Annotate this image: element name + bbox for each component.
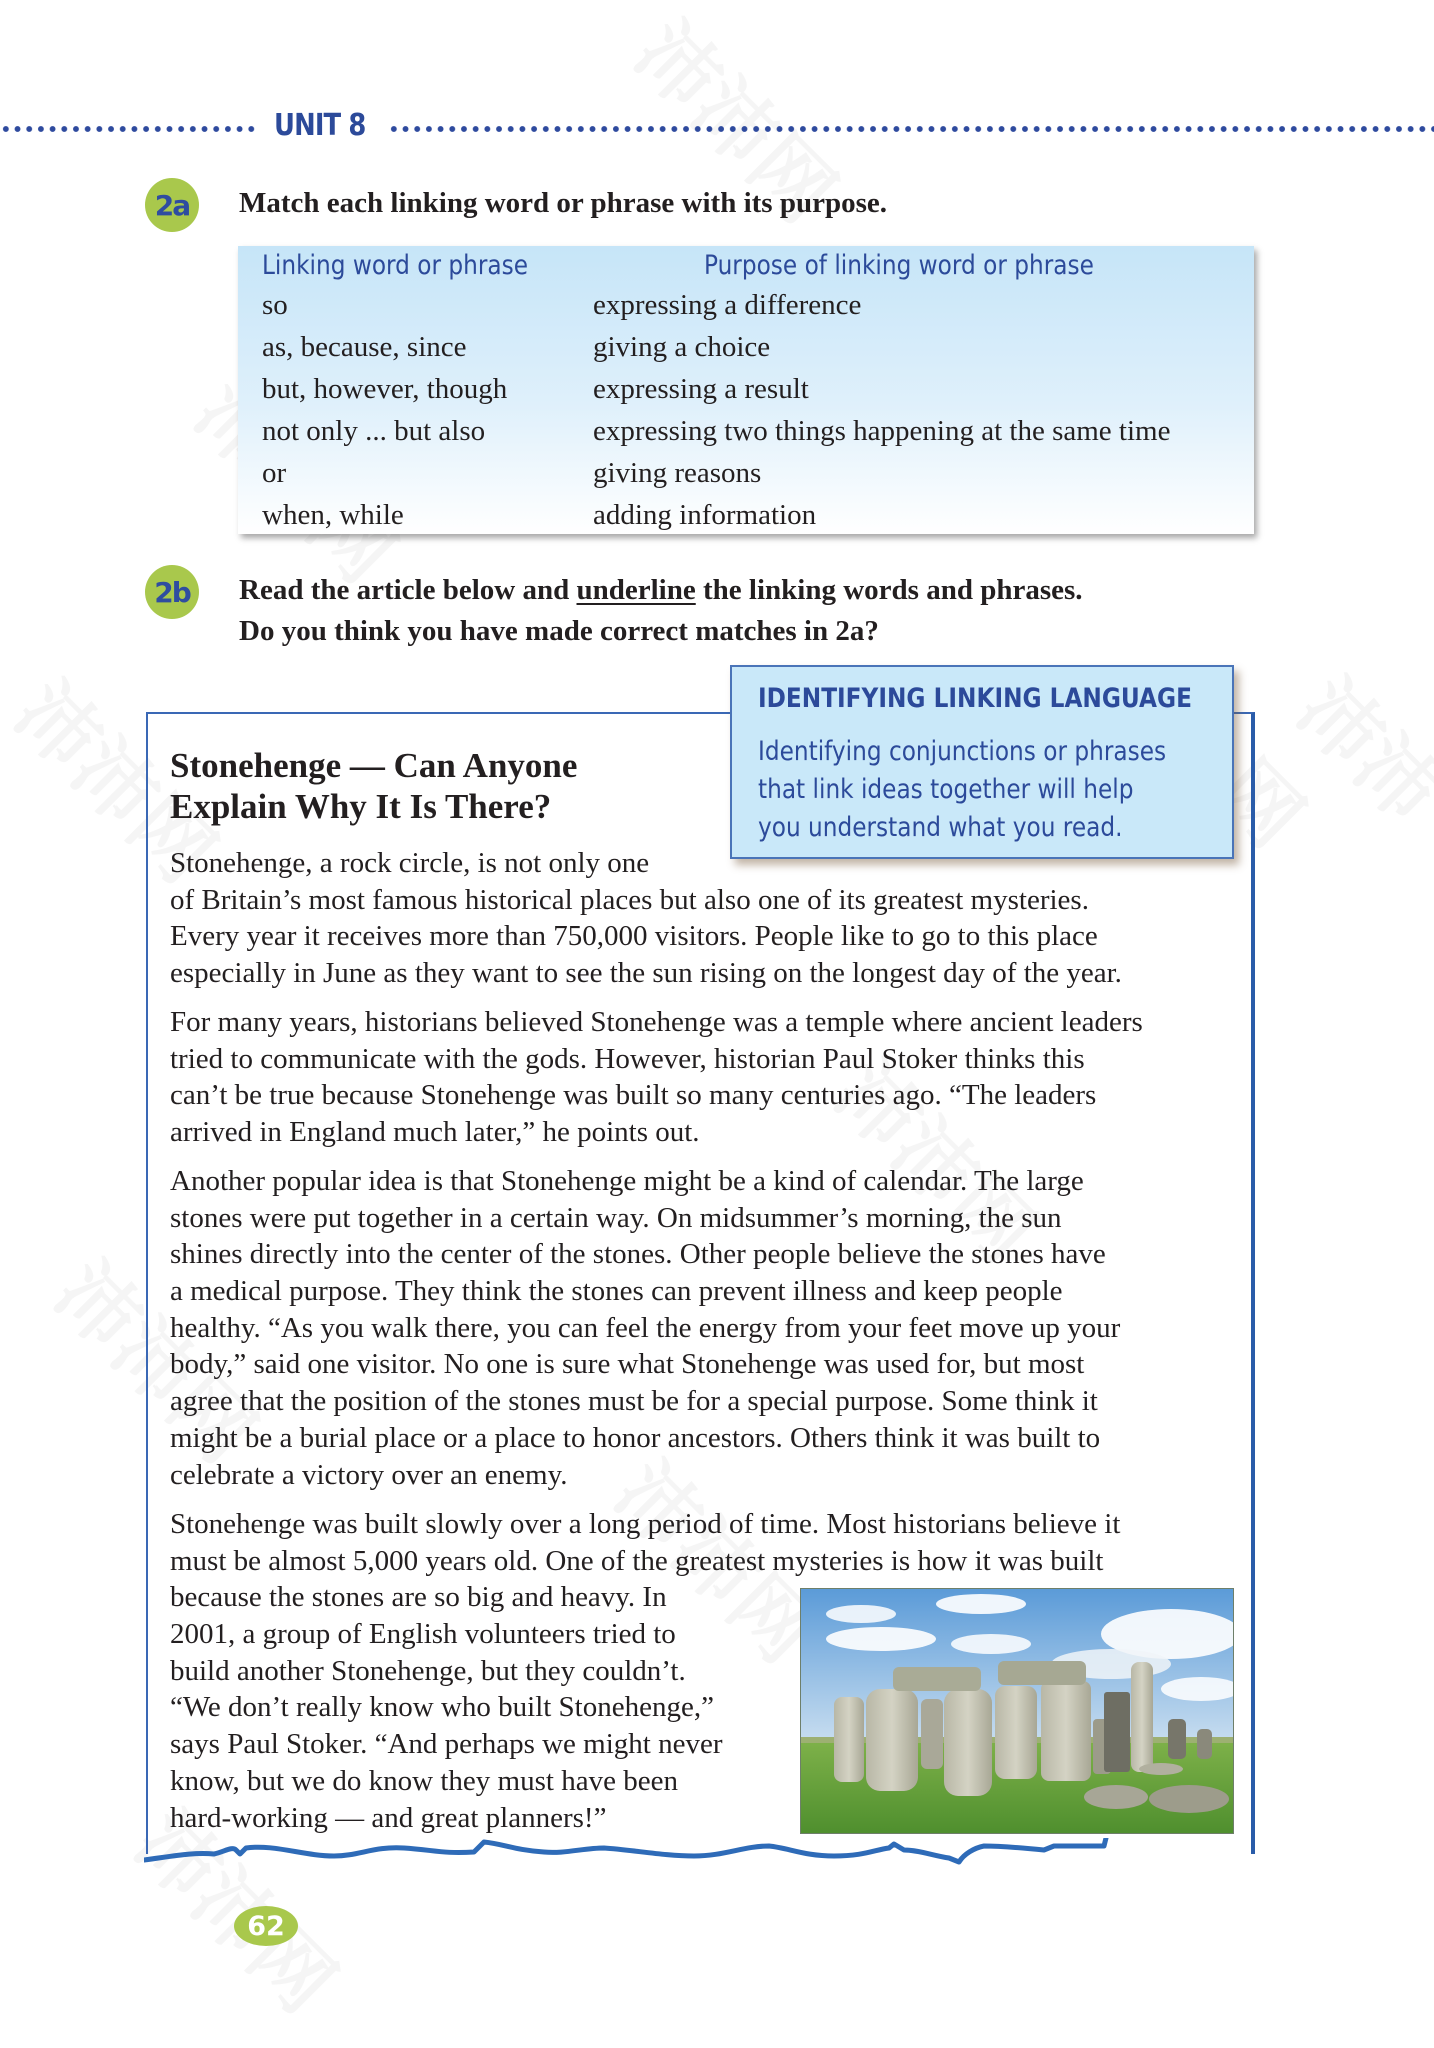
exercise-badge-2b: 2b (145, 565, 199, 619)
purpose-item: expressing two things happening at the same time (593, 415, 1171, 447)
torn-bottom-border (144, 1838, 1254, 1872)
paragraph-line: For many years, historians believed Stonehenge was a temple where ancient leaders (170, 1006, 1143, 1038)
paragraph-line: Every year it receives more than 750,000 visitors. People like to go to this place (170, 920, 1098, 953)
paragraph-line: Another popular idea is that Stonehenge might be a kind of calendar. The large (170, 1165, 1084, 1197)
paragraph-line: shines directly into the center of the stones. Other people believe the stones have (170, 1238, 1106, 1271)
purpose-item: expressing a difference (593, 289, 862, 321)
paragraph-line: can’t be true because Stonehenge was built so many centuries ago. “The leaders (170, 1079, 1097, 1112)
header-dots-right (388, 124, 1434, 134)
paragraph-line: a medical purpose. They think the stones can prevent illness and keep people (170, 1275, 1063, 1308)
header-dots-left (0, 124, 258, 134)
purpose-item: adding information (593, 499, 817, 531)
paragraph-line: Stonehenge was built slowly over a long period of time. Most historians believe it (170, 1508, 1121, 1540)
page-number: 62 (234, 1906, 298, 1946)
exercise-2b-line2: Do you think you have made correct matches in 2a? (239, 615, 879, 647)
instruction-text: the linking words and phrases. (695, 574, 1083, 606)
paragraph-line: hard-working — and great planners!” (170, 1801, 607, 1834)
paragraph-line: “We don’t really know who built Stonehenge,” (170, 1691, 714, 1724)
table-header-linking-word: Linking word or phrase (262, 250, 529, 281)
paragraph-line: must be almost 5,000 years old. One of the greatest mysteries is how it was built (170, 1544, 1104, 1577)
paragraph-line: Stonehenge, a rock circle, is not only one (170, 847, 650, 879)
article-paragraph-1 (170, 845, 1240, 992)
linking-word-item: as, because, since (262, 331, 467, 363)
linking-word-item: but, however, though (262, 373, 508, 405)
article-title-line: Explain Why It Is There? (170, 787, 552, 826)
paragraph-line: stones were put together in a certain way. On midsummer’s morning, the sun (170, 1201, 1062, 1234)
callout-title: IDENTIFYING LINKING LANGUAGE (758, 683, 1192, 714)
paragraph-line: tried to communicate with the gods. However, historian Paul Stoker thinks this (170, 1042, 1085, 1075)
callout-line: you understand what you read. (758, 812, 1123, 843)
underlined-word: underline (576, 574, 696, 606)
paragraph-line: body,” said one visitor. No one is sure what Stonehenge was used for, but most (170, 1348, 1085, 1381)
callout-line: that link ideas together will help (758, 774, 1134, 805)
purpose-item: expressing a result (593, 373, 809, 405)
callout-body (758, 733, 1166, 847)
exercise-2b-instruction (239, 570, 1083, 652)
article-paragraph-3 (170, 1163, 1240, 1493)
stonehenge-image (801, 1589, 1233, 1833)
linking-word-item: when, while (262, 499, 404, 531)
linking-word-item: so (262, 289, 288, 321)
paragraph-line: especially in June as they want to see the sun rising on the longest day of the year. (170, 957, 1122, 990)
paragraph-line: arrived in England much later,” he points out. (170, 1116, 700, 1149)
linking-word-item: or (262, 457, 287, 489)
unit-title: UNIT 8 (274, 108, 366, 143)
exercise-2b-line1 (239, 570, 1083, 611)
table-header-purpose: Purpose of linking word or phrase (704, 250, 1094, 281)
linking-word-item: not only ... but also (262, 415, 486, 447)
purpose-item: giving reasons (593, 457, 762, 489)
stonehenge-photo (800, 1588, 1234, 1834)
article-title (170, 745, 577, 827)
paragraph-line: celebrate a victory over an enemy. (170, 1458, 568, 1491)
paragraph-line: of Britain’s most famous historical places but also one of its greatest mysteries. (170, 883, 1089, 916)
paragraph-line: says Paul Stoker. “And perhaps we might never (170, 1728, 723, 1761)
instruction-text: Read the article below and (239, 574, 577, 606)
exercise-2a-instruction: Match each linking word or phrase with its purpose. (239, 187, 887, 219)
callout-line: Identifying conjunctions or phrases (758, 736, 1167, 767)
paragraph-line: healthy. “As you walk there, you can feel the energy from your feet move up your (170, 1311, 1121, 1344)
purpose-item: giving a choice (593, 331, 771, 363)
paragraph-line: agree that the position of the stones must be for a special purpose. Some think it (170, 1385, 1098, 1418)
tip-callout-box (730, 665, 1234, 859)
paragraph-line: might be a burial place or a place to honor ancestors. Others think it was built to (170, 1421, 1101, 1454)
paragraph-line: know, but we do know they must have been (170, 1764, 678, 1797)
paragraph-line: 2001, a group of English volunteers tried to (170, 1618, 676, 1651)
exercise-badge-2a: 2a (145, 178, 199, 232)
article-title-line: Stonehenge — Can Anyone (170, 746, 578, 785)
paragraph-line: build another Stonehenge, but they couldn’t. (170, 1654, 686, 1687)
paragraph-line: because the stones are so big and heavy. In (170, 1581, 667, 1614)
article-paragraph-2 (170, 1004, 1240, 1151)
matching-table (238, 246, 1254, 534)
